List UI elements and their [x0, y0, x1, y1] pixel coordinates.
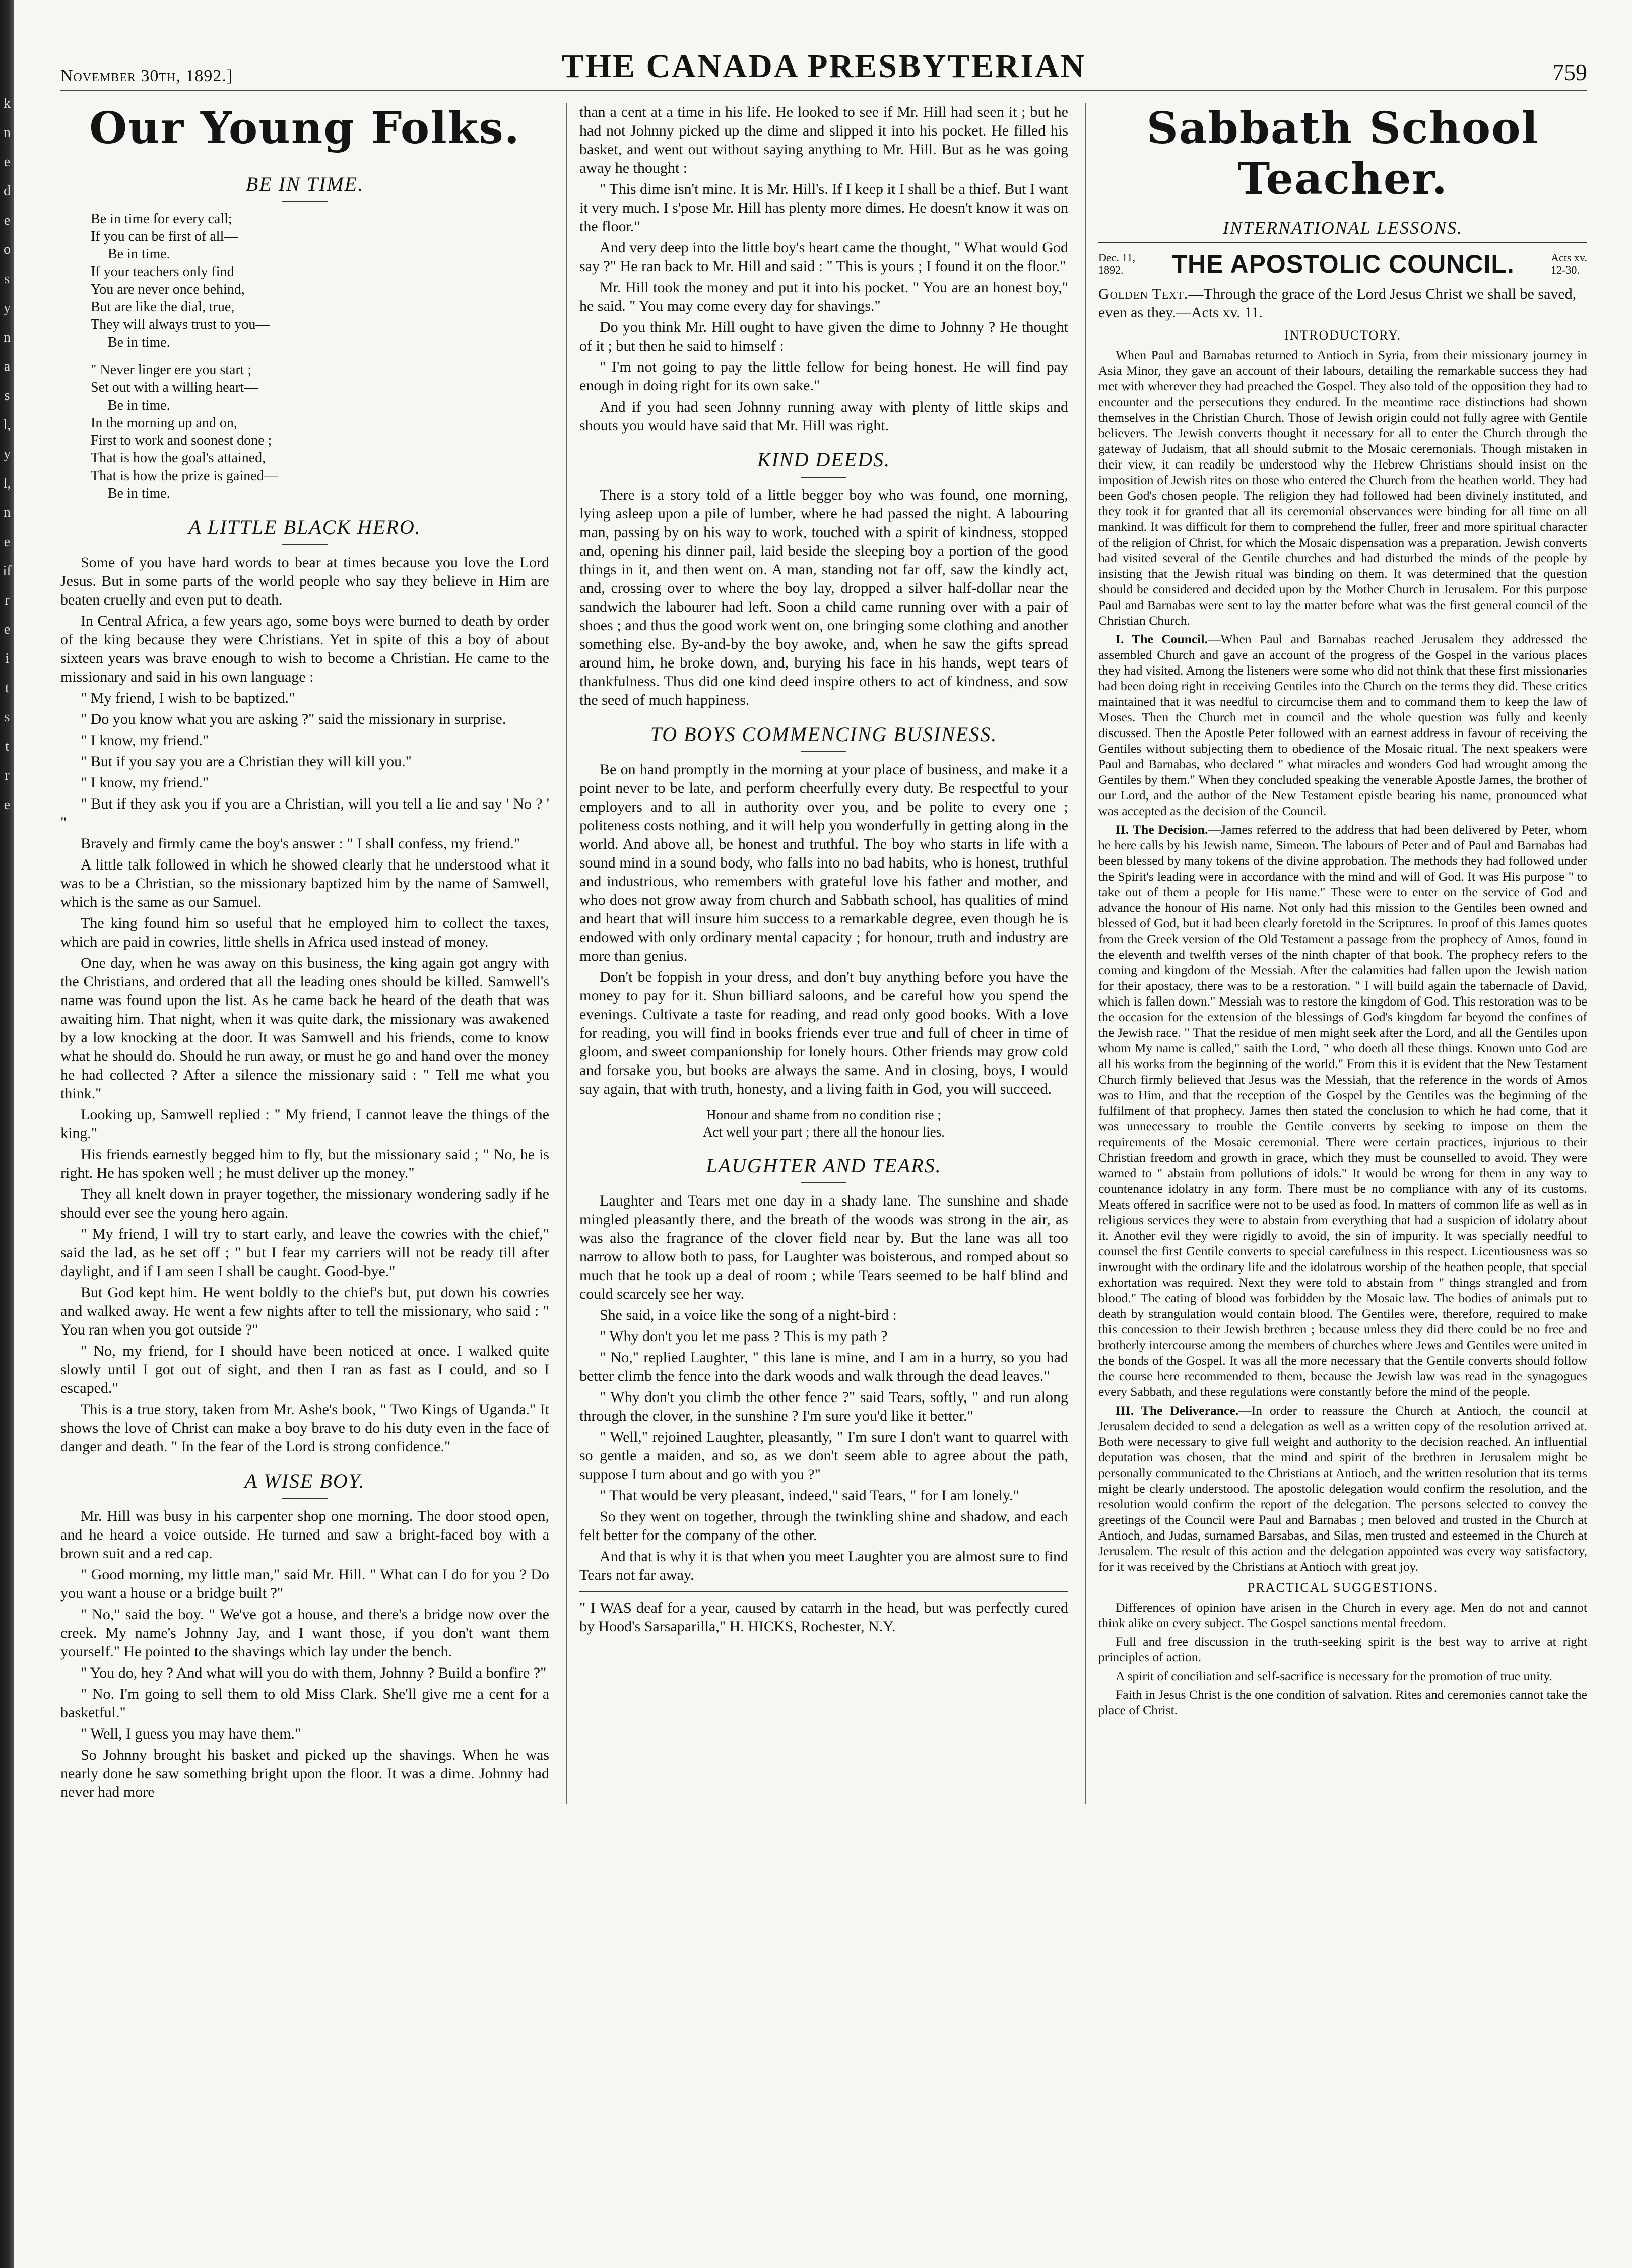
margin-letter: t: [5, 680, 9, 696]
paragraph: And very deep into the little boy's heart came the thought, " What would God say ?" He ran back to Mr. Hill and said : " This is yours ; I found it on the floor.": [579, 239, 1068, 275]
margin-letter: s: [4, 709, 10, 725]
margin-letter: e: [4, 534, 11, 550]
paragraph: Mr. Hill was busy in his carpenter shop one morning. The door stood open, and he heard a voice outside. He turned and saw a bright-faced boy with a brown suit and a red cap.: [60, 1508, 549, 1562]
margin-letter: l,: [3, 476, 11, 491]
paragraph: " You do, hey ? And what will you do with them, Johnny ? Build a bonfire ?": [81, 1664, 547, 1681]
paragraph: There is a story told of a little begger boy who was found, one morning, lying asleep upon a pile of lumber, where he had passed the night. A labouring man, passing by on his way to work, touched with a spirit of kindness, stopped and, opening his dinner pail, laid beside the sleeping boy a portion of the good things in it, and then went on. A man, standing not far off, saw the kindly act, and, crossing over to where the boy lay, dropped a silver half-dollar near the sandwich the labourer had left. Soon a child came running over with a pair of shoes ; and thus the good work went on, one bringing some clothing and another something else. By-and-by the boy awoke, and, when he saw the gifts spread around him, he broke down, and, burying his face in his hands, wept tears of thankfulness. Thus did one kind deed inspire others to act of kindness, and sow the seed of much happiness.: [579, 487, 1068, 708]
page-number: 759: [1552, 59, 1587, 85]
column-2: [566, 103, 1068, 1804]
margin-letter: y: [4, 446, 11, 462]
poem-be-in-time: [91, 210, 549, 502]
poem-title: BE IN TIME.: [60, 172, 549, 202]
lesson-date-line: 1892.: [1098, 263, 1124, 276]
column-1: [60, 103, 549, 1804]
paragraph: Mr. Hill took the money and put it into his pocket. " You are an honest boy," he said. " You may come every day for shavings.": [579, 279, 1068, 314]
poem-line: Set out with a willing heart—: [91, 380, 258, 395]
paragraph: One day, when he was away on this business, the king again got angry with the Christians, and ordered that all the leading ones should be killed. Samwell's name was found upon the list. As he came back he heard of the death that was awaiting him. That night, when it was quite dark, the missionary was awakened by a low knocking at the door. It was Samwell and his friends, come to know what he should do. Should he run away, or must he go and hand over the money he had collected ? After a silence the missionary said : " Tell me what you think.": [60, 955, 549, 1102]
margin-letter: e: [4, 213, 11, 228]
article-body-kind-deeds: [579, 486, 1068, 709]
margin-letter: e: [4, 154, 11, 170]
section-decision: [1098, 822, 1587, 1399]
poem-line: Be in time.: [108, 246, 170, 262]
paragraph: A little talk followed in which he showed clearly that he understood what it was to be a Christian, so the missionary baptized him by the name of Samwell, which is the same as our Samuel.: [60, 856, 549, 910]
golden-text-body: —Through the grace of the Lord Jesus Christ we shall be saved, even as they.—Acts xv. 11.: [1098, 286, 1577, 321]
margin-letter: a: [4, 359, 11, 374]
poem-line: That is how the goal's attained,: [91, 450, 266, 466]
poem-line: They will always trust to you—: [91, 317, 270, 332]
margin-letter: i: [5, 651, 9, 666]
introductory-body: When Paul and Barnabas returned to Antioch in Syria, from their missionary journey in Asia Minor, they gave an account of their labours, detailing the remarkable success they had met with wherever they had preached the Gospel. They also told of the opposition they had to encounter and the persecutions they endured. In the meantime race distinctions had shown themselves in the Christian Church. Those of Jewish origin could not fully agree with Gentile believers. The Jewish converts thought it necessary for all to enter the Church through the gateway of Judaism, that all should submit to the Mosaic ceremonials. Though mistaken in their view, it can readily be understood why the Hebrew Christians should insist on the imposition of Jewish rites on those who entered the Church from the heathen world. They had been God's chosen people. The religion they had followed had been divinely instituted, and they took it for granted that all its ceremonial observances were binding for all time on all mankind. It was difficult for them to comprehend the fuller, freer and more spiritual character of the religion of Christ, for which the Mosaic dispensation was a preparation. Jewish converts had visited several of the Gentile churches and had disturbed the minds of the people by insisting that the Jewish ritual was binding on them. It was determined that the question should be considered and decided upon by the Mother Church in Jerusalem. For this purpose Paul and Barnabas were sent to lay the matter before what was the first general council of the Christian Church.: [1098, 348, 1587, 628]
lesson-date: [1098, 252, 1135, 276]
poem-line: But are like the dial, true,: [91, 299, 235, 315]
paragraph: They all knelt down in prayer together, the missionary wondering sadly if he should ever see the young hero again.: [60, 1186, 549, 1221]
issue-date: November 30th, 1892.]: [60, 66, 233, 85]
margin-letter: s: [4, 271, 10, 287]
suggestion-paragraph: Faith in Jesus Christ is the one condition of salvation. Rites and ceremonies cannot take the place of Christ.: [1098, 1687, 1587, 1717]
margin-fragment-letters: [0, 96, 14, 813]
section-header-sabbath: Sabbath School Teacher.: [1098, 103, 1587, 210]
margin-letter: r: [5, 768, 10, 783]
poem-stanza-2: [91, 361, 549, 502]
article-body-business: [579, 760, 1068, 1098]
article-title-business: TO BOYS COMMENCING BUSINESS.: [579, 722, 1068, 752]
practical-suggestions: [1098, 1599, 1587, 1718]
margin-letter: t: [5, 739, 9, 754]
paragraph: " No. I'm going to sell them to old Miss Clark. She'll give me a cent for a basketful.": [60, 1686, 549, 1721]
paragraph: " But if they ask you if you are a Christian, will you tell a lie and say ' No ? ' ": [60, 795, 549, 831]
article-title-kind-deeds: KIND DEEDS.: [579, 448, 1068, 478]
advertisement-hoods: " I WAS deaf for a year, caused by catarrh in the head, but was perfectly cured by Hood's Sarsaparilla," H. HICKS, Rochester, N.Y.: [579, 1591, 1068, 1636]
article-title-laughter: LAUGHTER AND TEARS.: [579, 1154, 1068, 1183]
paragraph: This is a true story, taken from Mr. Ashe's book, " Two Kings of Uganda." It shows the love of Christ can make a boy brave to do his duty even in the face of danger and death. " In the fear of the Lord is strong confidence.": [60, 1401, 549, 1455]
lesson-title: THE APOSTOLIC COUNCIL.: [1171, 250, 1515, 278]
margin-letter: n: [4, 329, 11, 345]
paragraph: " That would be very pleasant, indeed," said Tears, " for I am lonely.": [600, 1487, 1019, 1504]
section-decision-body: —James referred to the address that had been delivered by Peter, whom he here calls by his Jewish name, Simeon. The labours of Peter and of Paul and Barnabas had been blessed by many tokens of the divine approbation. The methods they had followed under the Spirit's leading were in accordance with the mind and will of God. It was His purpose " to take out of them a people for His name." These were to enter on the service of God and advance the honour of His name. Not only had this mission to the Gentiles been owned and blessed of God, but it had been clearly foretold in the Scriptures. In proof of this James quotes from the Greek version of the Old Testament a passage from the prophecy of Amos, found in the eleventh and twelfth verses of the ninth chapter of that book. The prophecy refers to the coming and kingdom of the Messiah. After the calamities had fallen upon the Jewish nation for their apostacy, there was to be a restoration. " I will build again the tabernacle of David, which is fallen down." Messiah was to restore the kingdom of God. This restoration was to be the occasion for the extension of the blessings of God's kingdom far beyond the confines of the Jewish race. " That the residue of men might seek after the Lord, and all the Gentiles upon whom My name is called," saith the Lord, " who doeth all these things. Known unto God are all his works from the beginning of the world." From this it is evident that the New Testament Church firmly believed that Jesus was the Messiah, that the reference in the words of Amos was to Him, and that the reception of the Gospel by the Gentiles was the beginning of the fulfilment of that prophecy. James then stated the conclusion to which he had come, that it was unnecessary to trouble the Gentile converts by seeking to impose on them the requirements of the Mosaic ceremonial. There were certain practices, injurious to their Christian freedom and growth in grace, which they must be counselled to avoid. They were warned to " abstain from pollutions of idols." It would be wrong for them in any way to countenance idolatry in any form. There must be no compliance with any of its customs. Meats offered in sacrifice were not to be used as food. In matters of common life as well as in religious services they were to abstain from everything that had a suspicion of idolatry about it. Another evil they were rigidly to avoid, the sin of impurity. It was specially needful to counsel the first Gentile converts to special carefulness in this respect. Licentiousness was so inwrought with the ordinary life and the idolatrous worship of the heathen people, that special exhortation was required. Next they were told to abstain from " things strangled and from blood." The eating of blood was forbidden by the Mosaic law. The bodies of animals put to death by strangulation would contain blood. The Gentiles were, therefore, required to make this concession to their Jewish brethren ; because unless they did there could be no free and brotherly intercourse among the members of churches where Jews and Gentiles were united in the bonds of the Gospel. It was all the more necessary that the Gentile converts should follow the course here recommended to them, because the Jewish law was read in the synagogues every Sabbath, and these regulations were constantly before the mind of the people.: [1098, 822, 1587, 1399]
paragraph: " No," said the boy. " We've got a house, and there's a bridge now over the creek. My name's Johnny Jay, and I want those, if you don't want them yourself." He pointed to the shavings which lay under the bench.: [60, 1606, 549, 1660]
poem-line: First to work and soonest done ;: [91, 433, 272, 448]
margin-letter: e: [4, 622, 11, 637]
newspaper-page: [60, 35, 1587, 1804]
margin-letter: n: [4, 125, 11, 141]
paragraph: So they went on together, through the twinkling shine and shadow, and each felt better for the company of the other.: [579, 1508, 1068, 1544]
subheader-international-lessons: INTERNATIONAL LESSONS.: [1098, 217, 1587, 243]
paragraph: " Well," rejoined Laughter, pleasantly, " I'm sure I don't want to quarrel with so gentle a maiden, and so, as we don't seem able to agree about the path, suppose I turn about and go with you ?": [579, 1429, 1068, 1483]
lesson-heading: [1098, 249, 1587, 279]
poem-line: If you can be first of all—: [91, 229, 238, 244]
masthead: [60, 35, 1587, 91]
poem-line: " Never linger ere you start ;: [91, 362, 252, 378]
paragraph: But God kept him. He went boldly to the chief's but, put down his cowries and walked away. He went a few nights after to tell the missionary, who said : " You ran when you got outside ?": [60, 1284, 549, 1338]
paragraph: " No," replied Laughter, " this lane is mine, and I am in a hurry, so you had better climb the fence into the dark woods and walk through the dead leaves.": [579, 1349, 1068, 1384]
paragraph: So Johnny brought his basket and picked up the shavings. When he was nearly done he saw something bright upon the floor. It was a dime. Johnny had never had more: [60, 1747, 549, 1800]
article-title-wise-boy: A WISE BOY.: [60, 1469, 549, 1499]
poem-line: If your teachers only find: [91, 264, 234, 280]
practical-heading: PRACTICAL SUGGESTIONS.: [1247, 1580, 1439, 1595]
section-council-lead: I. The Council.: [1116, 632, 1208, 646]
margin-letter: y: [4, 300, 11, 316]
section-council-body: —When Paul and Barnabas reached Jerusalem they addressed the assembled Church and gave an account of the progress of the Gospel in the various places they had visited. Among the listeners were some who did not think that these first missionaries had been doing right in receiving Gentiles into the Church on the terms they did. These critics maintained that it was needful to circumcise them and to command them to keep the law of Moses. Then the Church met in council and the whole question was fully and keenly discussed. Then the Apostle Peter followed with an earnest address in favour of receiving the Gentiles without subjecting them to obedience of the Mosaic ritual. The next speakers were Paul and Barnabas, who declared " what miracles and wonders God had wrought among the Gentiles by them." When they concluded speaking the venerable Apostle James, the brother of our Lord, and the author of the New Testament epistle bearing his name, pronounced what was accepted as the decision of the Council.: [1098, 632, 1587, 818]
article-body-wise-boy-continued: [579, 103, 1068, 435]
couplet-line: Act well your part ; there all the honour lies.: [703, 1124, 945, 1140]
margin-letter: o: [4, 242, 11, 257]
paragraph: Bravely and firmly came the boy's answer : " I shall confess, my friend.": [81, 835, 520, 852]
paragraph: Looking up, Samwell replied : " My friend, I cannot leave the things of the king.": [60, 1106, 549, 1142]
margin-letter: n: [4, 505, 11, 520]
paragraph: " I'm not going to pay the little fellow for being honest. He will find pay enough in doing right for its own sake.": [579, 359, 1068, 394]
article-body-laughter: [579, 1191, 1068, 1584]
paragraph: And if you had seen Johnny running away with plenty of little skips and shouts you would have said that Mr. Hill was right.: [579, 398, 1068, 434]
paragraph: The king found him so useful that he employed him to collect the taxes, which are paid in cowries, little shells in Africa used instead of money.: [60, 915, 549, 950]
margin-letter: k: [4, 96, 11, 111]
poem-line: That is how the prize is gained—: [91, 468, 278, 484]
poem-line: Be in time.: [108, 335, 170, 350]
margin-letter: r: [5, 592, 10, 608]
closing-couplet: [579, 1106, 1068, 1141]
golden-text-label: Golden Text.: [1098, 286, 1189, 302]
paragraph: " My friend, I will try to start early, and leave the cowries with the chief," said the lad, as he set off ; " but I fear my carriers will not be ready till after daylight, and if I am seen I shall be caught. Good-bye.": [60, 1226, 549, 1280]
poem-line: Be in time for every call;: [91, 211, 232, 227]
margin-letter: l,: [3, 417, 11, 433]
paragraph: In Central Africa, a few years ago, some boys were burned to death by order of the king because they were Christians. Yet in spite of this a boy of about sixteen years was brave enough to wish to become a Christian. He came to the missionary and said in his own language :: [60, 613, 549, 685]
paragraph: " I know, my friend.": [81, 732, 209, 749]
section-deliverance: [1098, 1403, 1587, 1574]
paragraph: " Well, I guess you may have them.": [81, 1725, 301, 1742]
section-header-young-folks: Our Young Folks.: [60, 103, 549, 159]
paragraph: Some of you have hard words to bear at times because you love the Lord Jesus. But in some parts of the world people who say they believe in Him are beaten cruelly and even put to death.: [60, 554, 549, 608]
lesson-ref-line: Acts xv.: [1551, 251, 1587, 264]
paragraph: " No, my friend, for I should have been noticed at once. I walked quite slowly until I got out of sight, and then I ran as fast as I could, and so I escaped.": [60, 1343, 549, 1396]
article-body-hero: [60, 553, 549, 1456]
paragraph: Laughter and Tears met one day in a shady lane. The sunshine and shade mingled pleasantly there, and the breath of the woods was strong in the air, as was also the fragrance of the clover field near by. But the lane was all too narrow to allow both to pass, for Laughter was boisterous, and romped about so much that he took up a deal of room ; while Tears seemed to be half blind and could scarcely see her way.: [579, 1192, 1068, 1302]
section-deliverance-lead: III. The Deliverance.: [1116, 1403, 1239, 1418]
margin-letter: s: [4, 388, 10, 404]
lesson-ref-line: 12-30.: [1551, 263, 1580, 276]
paragraph: " Why don't you climb the other fence ?" said Tears, softly, " and run along through the clover, in the sunshine ? I'm sure you'd like it better.": [579, 1389, 1068, 1424]
poem-line: You are never once behind,: [91, 282, 245, 297]
paragraph: And that is why it is that when you meet Laughter you are almost sure to find Tears not far away.: [579, 1548, 1068, 1583]
newspaper-title: THE CANADA PRESBYTERIAN: [561, 48, 1086, 85]
column-3: [1085, 103, 1587, 1804]
paragraph: " Do you know what you are asking ?" said the missionary in surprise.: [81, 711, 506, 727]
paragraph: " My friend, I wish to be baptized.": [81, 690, 295, 706]
section-decision-lead: II. The Decision.: [1116, 822, 1208, 837]
suggestion-paragraph: Differences of opinion have arisen in the Church in every age. Men do not and cannot think alike on every subject. The Gospel sanctions mental freedom.: [1098, 1600, 1587, 1630]
paragraph: She said, in a voice like the song of a night-bird :: [600, 1307, 897, 1323]
article-title-hero: A LITTLE BLACK HERO.: [60, 515, 549, 545]
margin-letter: if: [3, 563, 12, 579]
section-deliverance-body: —In order to reassure the Church at Antioch, the council at Jerusalem decided to send a delegation as well as a written copy of the resolution arrived at. Both were necessary to give full weight and authority to the decision reached. An influential deputation was chosen, that the mind and spirit of the brethren in Jerusalem might be personally communicated to the Christians at Antioch, and the written resolution that its terms might be clearly understood. The apostolic delegation would confirm the resolution, and the resolution would confirm the report of the delegation. The persons selected to convey the greetings of the Council were Paul and Barnabas ; men beloved and trusted in the Church at Antioch, and Judas, surnamed Barsabas, and Silas, men trusted and esteemed in the Church at Jerusalem. The result of this action and the delegation appointed was every way satisfactory, for it was received by the Christians at Antioch with great joy.: [1098, 1403, 1587, 1574]
paragraph: " Good morning, my little man," said Mr. Hill. " What can I do for you ? Do you want a house or a bridge built ?": [60, 1566, 549, 1602]
paragraph: " Why don't you let me pass ? This is my path ?: [600, 1328, 888, 1345]
suggestion-paragraph: A spirit of conciliation and self-sacrifice is necessary for the promotion of true unity.: [1116, 1669, 1552, 1683]
couplet-line: Honour and shame from no condition rise ;: [706, 1107, 941, 1122]
poem-line: Be in time.: [108, 486, 170, 501]
article-body-wise-boy: [60, 1507, 549, 1802]
paragraph: His friends earnestly begged him to fly, but the missionary said ; " No, he is right. He has spoken well ; he must deliver up the money.": [60, 1146, 549, 1181]
poem-line: Be in time.: [108, 397, 170, 413]
poem-stanza-1: [91, 210, 549, 351]
lesson-reference: [1551, 252, 1587, 276]
suggestion-paragraph: Full and free discussion in the truth-seeking spirit is the best way to arrive at right principles of action.: [1098, 1634, 1587, 1664]
paragraph: than a cent at a time in his life. He looked to see if Mr. Hill had seen it ; but he had not Johnny picked up the dime and slipped it into his pocket. He filled his basket, and went out without saying anything to Mr. Hill. But as he was going away he thought :: [579, 104, 1068, 176]
poem-line: In the morning up and on,: [91, 415, 237, 431]
golden-text: [1098, 285, 1587, 322]
section-council: [1098, 631, 1587, 819]
paragraph: Be on hand promptly in the morning at your place of business, and make it a point never to be late, and perform cheerfully every duty. Be respectful to your employers and to all in authority over you, and be polite to every one ; politeness costs nothing, and it will help you wonderfully in getting along in the world. And above all, be honest and truthful. The boy who starts in life with a sound mind in a sound body, who falls into no bad habits, who is honest, truthful and industrious, who remembers with grateful love his father and mother, and who does not grow away from church and Sabbath school, has qualities of mind and heart that will insure him success to a remarkable degree, even though he is endowed with only ordinary mental capacity ; for honour, truth and industry are more than genius.: [579, 761, 1068, 964]
introductory-heading: INTRODUCTORY.: [1284, 328, 1402, 343]
paragraph: " But if you say you are a Christian they will kill you.": [81, 753, 412, 770]
paragraph: Do you think Mr. Hill ought to have given the dime to Johnny ? He thought of it ; but then he said to himself :: [579, 319, 1068, 354]
paragraph: " This dime isn't mine. It is Mr. Hill's. If I keep it I shall be a thief. But I want it very much. I s'pose Mr. Hill has plenty more dimes. He doesn't know it was on the floor.": [579, 181, 1068, 235]
paragraph: " I know, my friend.": [81, 774, 209, 791]
lesson-date-line: Dec. 11,: [1098, 251, 1136, 264]
margin-letter: d: [4, 183, 11, 199]
margin-letter: e: [4, 797, 11, 813]
paragraph: Don't be foppish in your dress, and don't buy anything before you have the money to pay for it. Shun billiard saloons, and be careful how you spend the evenings. Cultivate a taste for reading, and read only good books. With a love for reading, you will find in books friends ever true and full of cheer in time of gloom, and sweet companionship for lonely hours. Other friends may grow cold and forsake you, but books are always the same. And in closing, boys, I would say again, that with truth, honesty, and a living faith in God, you will succeed.: [579, 969, 1068, 1097]
